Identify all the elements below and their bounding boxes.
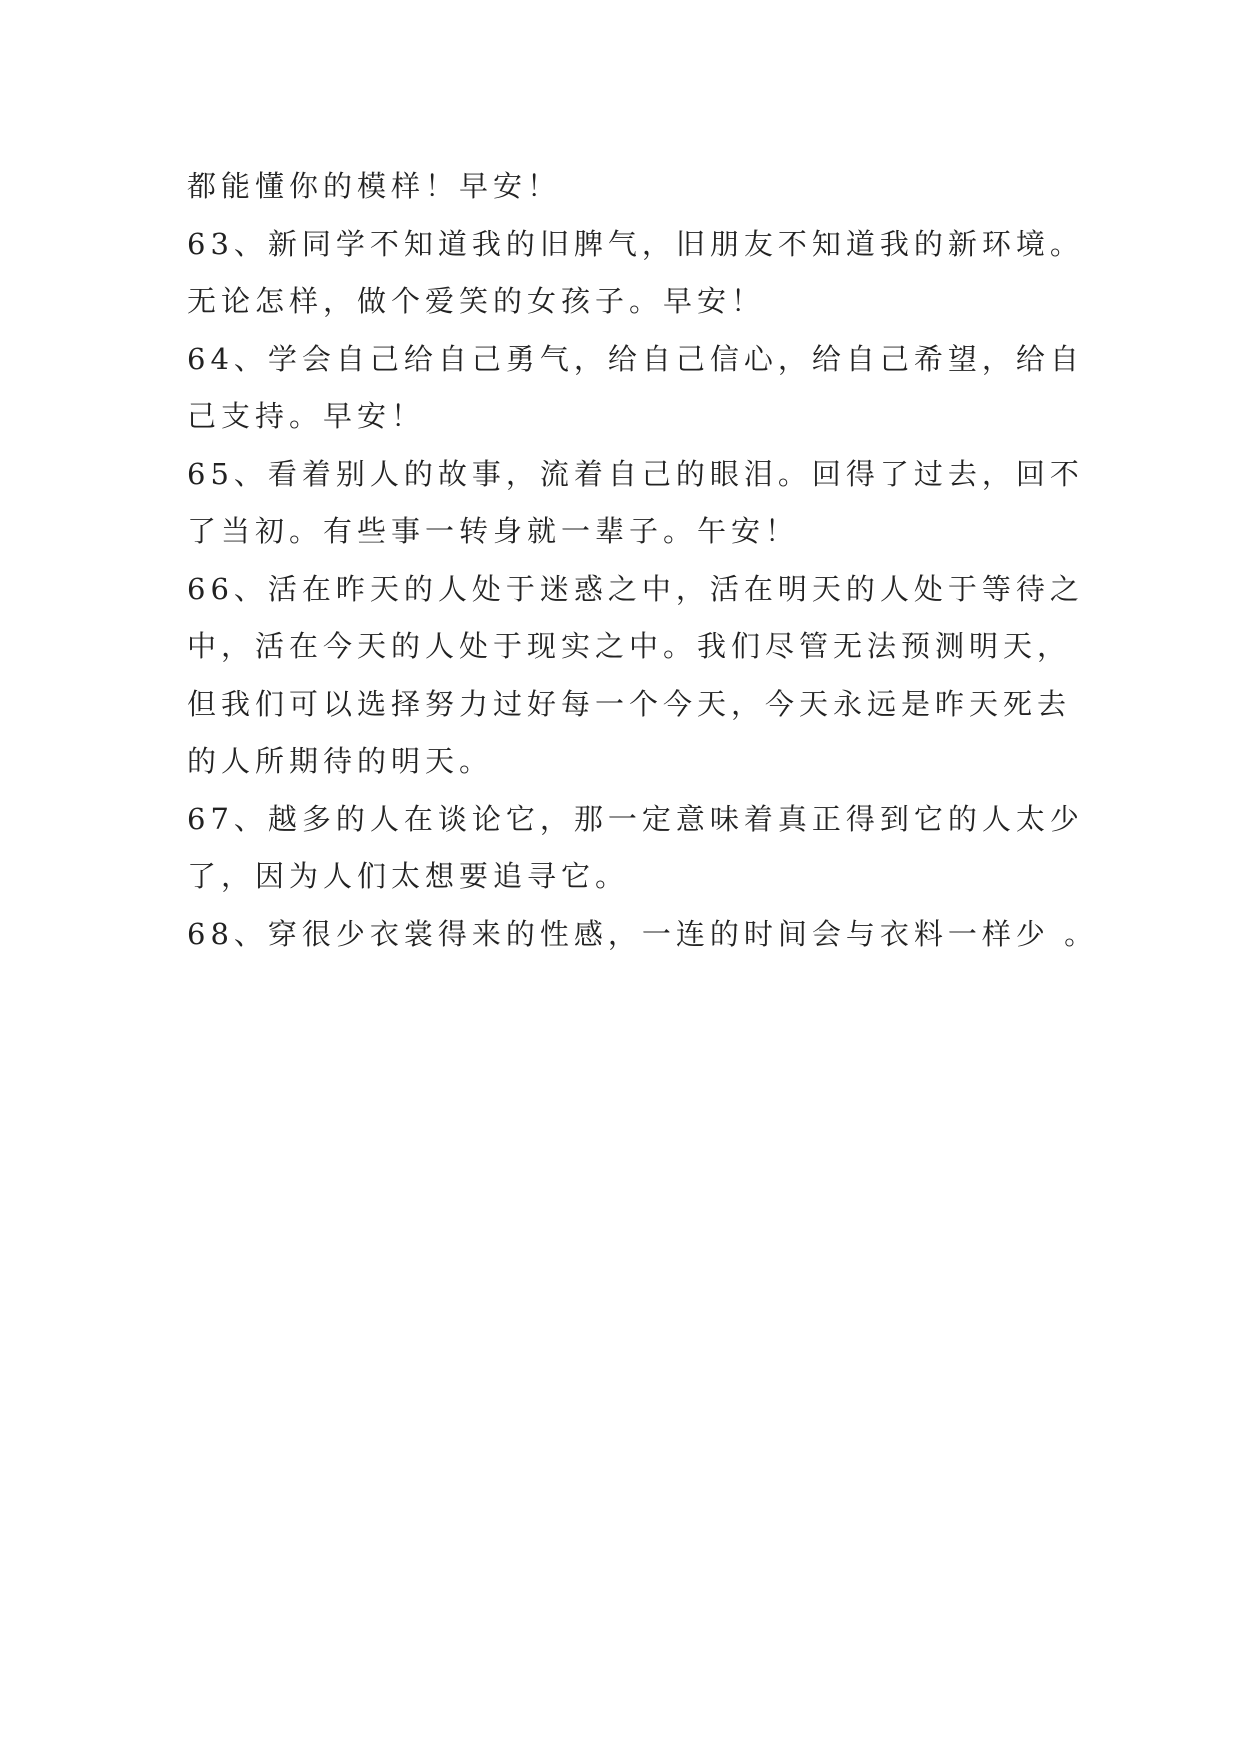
text-line: 己支持。早安！ bbox=[187, 399, 426, 433]
text-line: 中，活在今天的人处于现实之中。我们尽管无法预测明天， bbox=[187, 629, 1072, 663]
document-body bbox=[187, 158, 1099, 963]
text-line: 64、学会自己给自己勇气，给自己信心，给自己希望，给自 bbox=[187, 341, 1084, 376]
text-line: 无论怎样，做个爱笑的女孩子。早安！ bbox=[187, 284, 766, 318]
text-line: 65、看着别人的故事，流着自己的眼泪。回得了过去，回不 bbox=[187, 456, 1084, 491]
text-line: 的人所期待的明天。 bbox=[187, 744, 494, 778]
text-line: 但我们可以选择努力过好每一个今天，今天永远是昨天死去 bbox=[187, 686, 1072, 721]
text-line: 了，因为人们太想要追寻它。 bbox=[187, 859, 630, 893]
text-line: 63、新同学不知道我的旧脾气，旧朋友不知道我的新环境。 bbox=[187, 226, 1084, 261]
text-line: 了当初。有些事一转身就一辈子。午安！ bbox=[187, 514, 800, 548]
text-line: 都能懂你的模样！早安！ bbox=[187, 169, 562, 203]
text-line: 68、穿很少衣裳得来的性感，一连的时间会与衣料一样少 。 bbox=[187, 916, 1099, 951]
text-line: 66、活在昨天的人处于迷惑之中，活在明天的人处于等待之 bbox=[187, 571, 1084, 606]
text-line: 67、越多的人在谈论它，那一定意味着真正得到它的人太少 bbox=[187, 801, 1084, 836]
